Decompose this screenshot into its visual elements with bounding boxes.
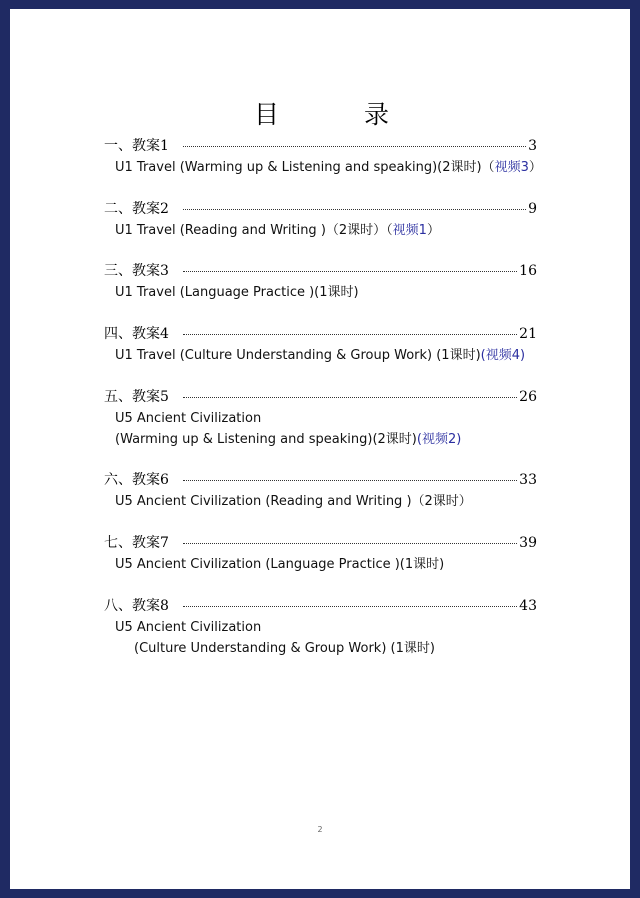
toc-entry (104, 386, 537, 450)
subtitle-text: U5 Ancient Civilization (Language Practice )(1课时) (115, 557, 445, 572)
toc-entry-subtitle (104, 220, 537, 241)
subtitle-text: U1 Travel (Warming up & Listening and speaking)(2课时)（ (115, 160, 495, 175)
toc-entry-subtitle (104, 429, 537, 450)
toc-page-number: 9 (528, 201, 537, 217)
toc-page-number: 21 (519, 326, 537, 342)
dot-leader (183, 543, 517, 544)
toc-entry-label: 三、教案3 (104, 263, 169, 279)
toc-entry-heading[interactable] (104, 595, 537, 617)
dot-leader (183, 271, 517, 272)
toc-entry-heading[interactable] (104, 386, 537, 408)
subtitle-text: (Warming up & Listening and speaking)(2课时) (115, 432, 417, 447)
footer-page-number: 2 (317, 825, 323, 834)
subtitle-text: U1 Travel (Reading and Writing )（2课时）（ (115, 223, 393, 238)
toc-entry-heading[interactable] (104, 469, 537, 491)
toc-entry-subtitle (104, 554, 537, 575)
toc-entry-subtitle (104, 491, 537, 512)
page-title (10, 95, 630, 129)
video-link[interactable]: 视频3 (494, 160, 529, 175)
toc-entry-label: 五、教案5 (104, 389, 169, 405)
dot-leader (183, 480, 517, 481)
toc-entry-heading[interactable] (104, 323, 537, 345)
video-link[interactable]: 视频1 (392, 223, 427, 238)
toc-page-number: 43 (519, 598, 537, 614)
toc-entry-subtitle (104, 157, 542, 178)
toc-page-number: 26 (519, 389, 537, 405)
toc-entry-heading[interactable] (104, 135, 537, 157)
subtitle-text: U5 Ancient Civilization (115, 620, 262, 635)
document-page (10, 9, 630, 889)
dot-leader (183, 209, 526, 210)
title-char-1: 目 (254, 100, 280, 129)
toc-entry-subtitle (104, 408, 537, 429)
toc-entry-heading[interactable] (104, 260, 537, 282)
dot-leader (183, 606, 517, 607)
toc-entry-label: 七、教案7 (104, 535, 169, 551)
toc-entry-label: 一、教案1 (104, 138, 169, 154)
subtitle-text: U1 Travel (Language Practice )(1课时) (115, 285, 359, 300)
toc-entry-heading[interactable] (104, 198, 537, 220)
toc-entry (104, 469, 537, 512)
title-char-2: 录 (364, 100, 390, 129)
toc-entry-label: 四、教案4 (104, 326, 169, 342)
dot-leader (183, 146, 526, 147)
toc-entry-heading[interactable] (104, 532, 537, 554)
video-link[interactable]: (视频2) (416, 432, 462, 447)
toc-entry-subtitle (104, 617, 537, 638)
toc-entry-label: 六、教案6 (104, 472, 169, 488)
toc-entry (104, 532, 537, 575)
toc-page-number: 33 (519, 472, 537, 488)
dot-leader (183, 397, 517, 398)
toc-entry-label: 二、教案2 (104, 201, 169, 217)
video-link[interactable]: (视频4) (480, 348, 526, 363)
subtitle-text: U5 Ancient Civilization (115, 411, 262, 426)
toc-page-number: 39 (519, 535, 537, 551)
toc-entry-subtitle (104, 282, 537, 303)
toc-entry-label: 八、教案8 (104, 598, 169, 614)
subtitle-tail: ） (426, 223, 440, 238)
subtitle-text: (Culture Understanding & Group Work) (1课时) (134, 641, 435, 656)
subtitle-text: U5 Ancient Civilization (Reading and Writing )（2课时） (115, 494, 472, 509)
toc-page-number: 16 (519, 263, 537, 279)
toc-entry (104, 135, 542, 178)
toc-entry-subtitle (104, 345, 537, 366)
dot-leader (183, 334, 517, 335)
toc-entry (104, 260, 537, 303)
toc-entry (104, 323, 537, 366)
subtitle-tail: ） (528, 160, 542, 175)
toc-entry (104, 198, 537, 241)
subtitle-text: U1 Travel (Culture Understanding & Group Work) (1课时) (115, 348, 481, 363)
toc-entry-subtitle (104, 638, 537, 659)
toc-entry (104, 595, 537, 659)
toc-page-number: 3 (528, 138, 537, 154)
